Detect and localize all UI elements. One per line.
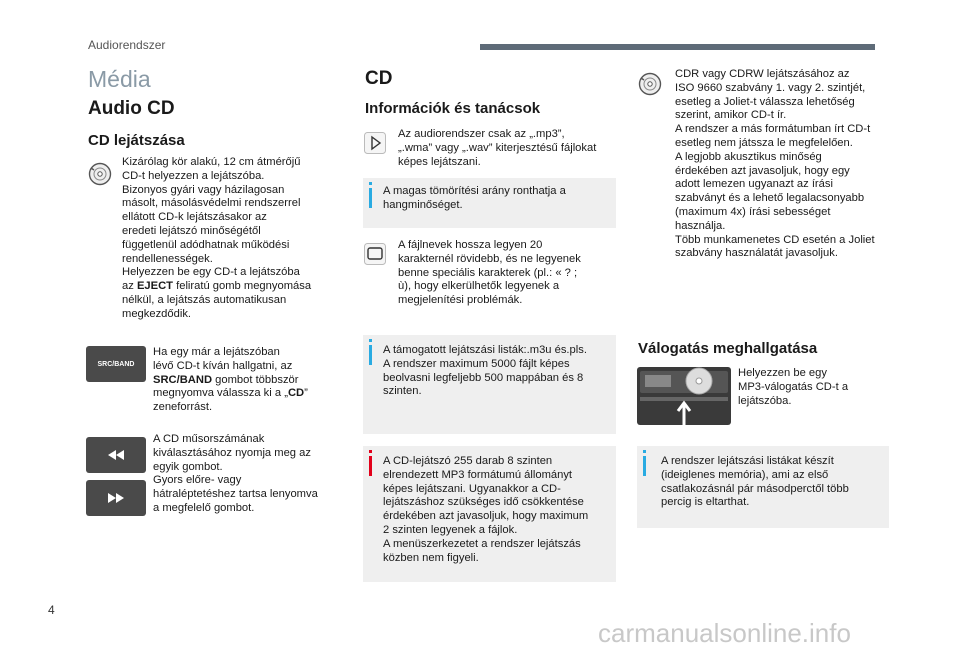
heading-cd-playback: CD lejátszása bbox=[88, 132, 185, 149]
section-title: Média bbox=[88, 66, 151, 92]
warning-box-text: A CD-lejátszó 255 darab 8 szinten elrendezett MP3 formátumú állományt képes lejátszani. Ugyanakkor a CD- lejátszáshoz szükséges idő csökkentése érdekében azt javasoljuk, hogy maximum 2 szinten legyenek a fájlok. A menüszerkezetet a rendszer lejátszás közben nem figyeli. bbox=[383, 455, 589, 564]
info-icon bbox=[369, 339, 372, 342]
heading-info-tips: Információk és tanácsok bbox=[365, 100, 541, 117]
cdr-text: CDR vagy CDRW lejátszásához az ISO 9660 szabvány 1. vagy 2. szintjét, esetleg a Joliet-t válassza lehetőség szerint, amikor CD-t ír. A rendszer a más formátumban írt CD-t esetleg nem játssza le megfelelően. A legjobb akusztikus minőség érdekében azt javasoljuk, hogy egy adott lemezen ugyanazt az írási szabványt és a lehető legalacsonyabb (maximum 4x) írási sebességet használja. Több munkamenetes CD esetén a Joliet szabvány használatát javasoljuk. bbox=[675, 68, 875, 260]
play-icon bbox=[364, 132, 386, 154]
info-box-playlists bbox=[363, 335, 616, 434]
info-box-text: A támogatott lejátszási listák:.m3u és.pls. A rendszer maximum 5000 fájlt képes beolvasni legfeljebb 500 mappában és 8 szinten. bbox=[383, 344, 587, 398]
warning-icon bbox=[369, 450, 372, 453]
rewind-icon bbox=[108, 450, 124, 460]
track-select-text: A CD műsorszámának kiválasztásához nyomja meg az egyik gombot. Gyors előre- vagy hátraléptetéshez tartsa lenyomva a megfelelő gombot. bbox=[153, 433, 318, 514]
info-box-compression bbox=[363, 178, 616, 228]
info-box-text: A magas tömörítési arány ronthatja a hangminőséget. bbox=[383, 185, 566, 211]
src-band-text: Ha egy már a lejátszóban lévő CD-t kíván hallgatni, az SRC/BAND gombot többször megnyomva válassza ki a „CD” zeneforrást. bbox=[153, 346, 308, 414]
heading-audio-cd: Audio CD bbox=[88, 98, 175, 119]
cd-playback-text: Kizárólag kör alakú, 12 cm átmérőjű CD-t helyezzen a lejátszóba. Bizonyos gyári vagy házilagosan másolt, másolásvédelmi rendszerrel ellátott CD-k lejátszásakor az eredeti lejátszó minőségétől függetlenül adódhatnak működési rendellenességek. Helyezzen be egy CD-t a lejátszóba az EJECT feliratú gomb megnyomása nélkül, a lejátszás automatikusan megkezdődik. bbox=[122, 156, 312, 320]
info-icon bbox=[369, 182, 372, 185]
heading-cd: CD bbox=[365, 68, 393, 89]
page-number: 4 bbox=[48, 603, 55, 617]
forward-icon bbox=[108, 493, 124, 503]
compilation-text: Helyezzen be egy MP3-válogatás CD-t a lejátszóba. bbox=[738, 367, 849, 407]
heading-compilation: Válogatás meghallgatása bbox=[638, 340, 818, 357]
cd-insert-image bbox=[637, 367, 731, 425]
cd-slot-illustration bbox=[637, 367, 731, 425]
filename-text: A fájlnevek hossza legyen 20 karakternél rövidebb, és ne legyenek benne speciális karakterek (pl.: « ? ; ù), hogy elkerülhetők legyenek a megjelenítési problémák. bbox=[398, 239, 581, 307]
watermark: carmanualsonline.info bbox=[598, 618, 851, 648]
warning-box-mp3 bbox=[363, 446, 616, 582]
cd-icon bbox=[88, 162, 112, 186]
forward-button-image bbox=[86, 480, 146, 516]
header-bar bbox=[480, 44, 875, 50]
rewind-button-image bbox=[86, 437, 146, 473]
chapter-label: Audiorendszer bbox=[88, 38, 166, 52]
file-format-text: Az audiorendszer csak az „.mp3”, „.wma” vagy „.wav” kiterjesztésű fájlokat képes lejátszani. bbox=[398, 128, 597, 168]
info-icon bbox=[643, 450, 646, 453]
info-box-playlist-creation bbox=[637, 446, 889, 528]
info-box-text: A rendszer lejátszási listákat készít (ideiglenes memória), ami az első csatlakozásnál pár másodperctől több percig is eltarthat. bbox=[661, 455, 849, 509]
screen-icon bbox=[364, 243, 386, 265]
src-band-button-image: SRC/BAND bbox=[86, 346, 146, 382]
cd-icon bbox=[638, 72, 662, 96]
